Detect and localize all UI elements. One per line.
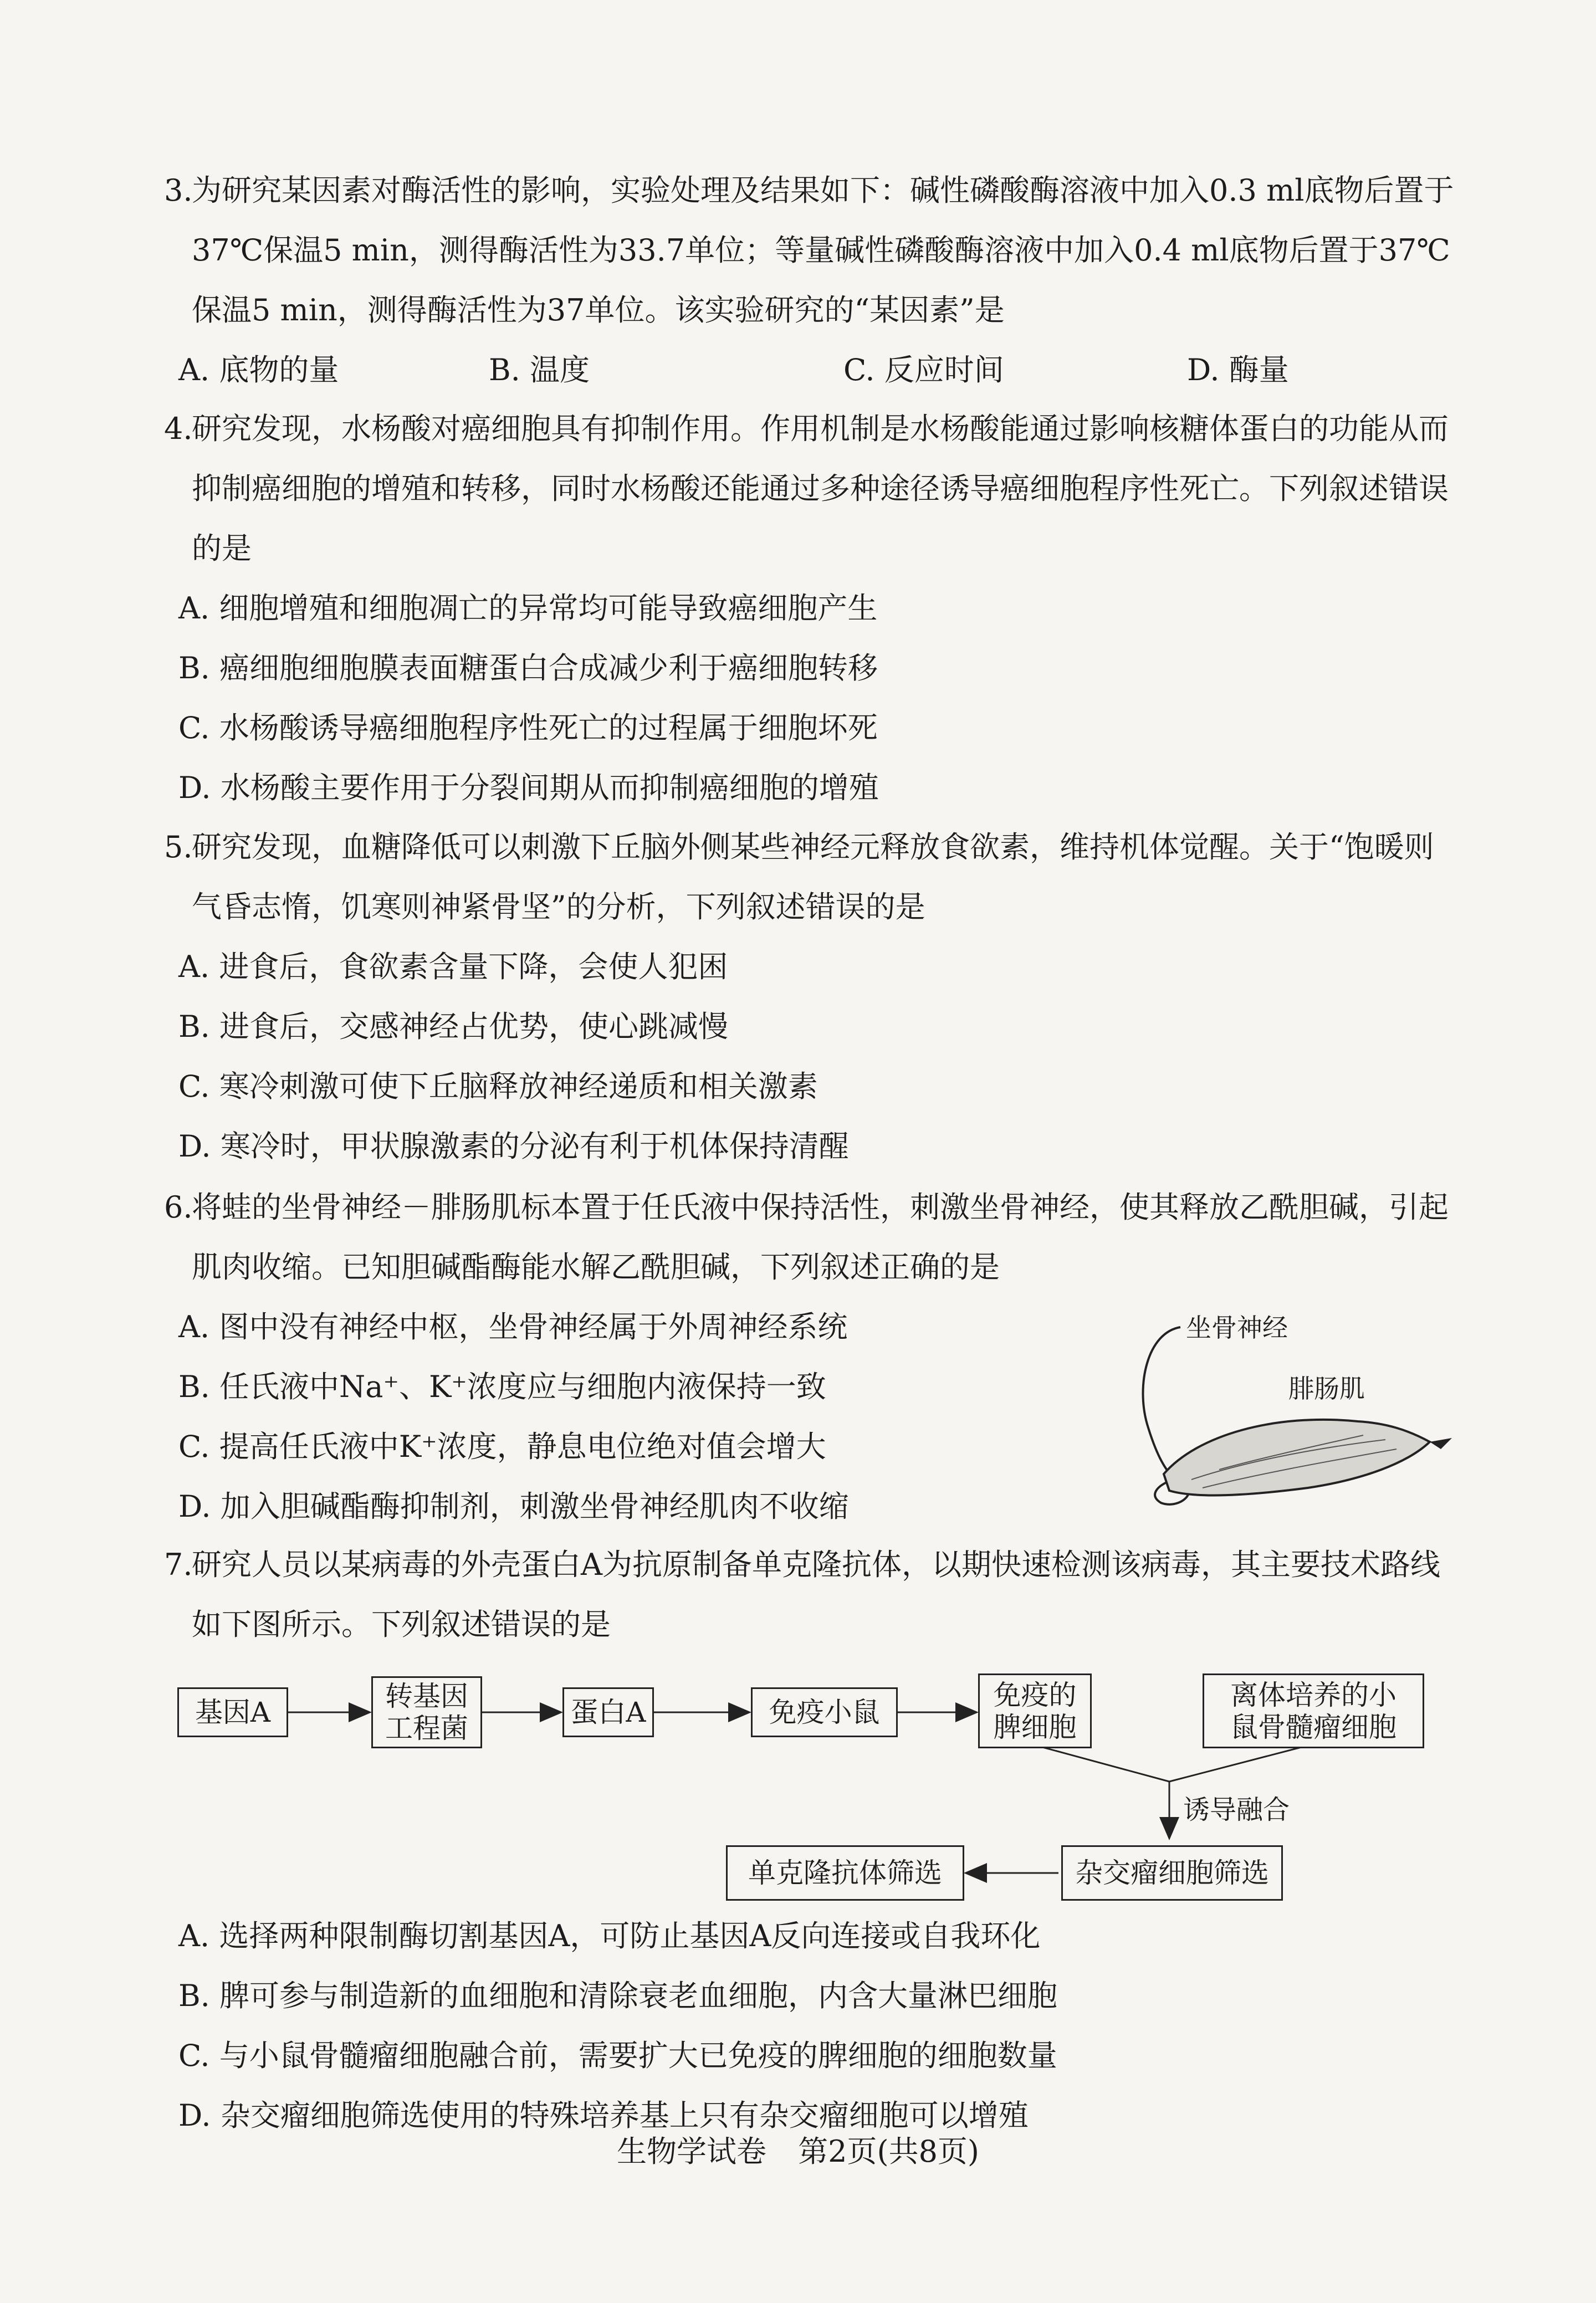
option-d: D. 水杨酸主要作用于分裂间期从而抑制癌细胞的增殖 [178,770,879,805]
question-4 [164,399,1461,818]
page-footer [0,2128,1596,2171]
option-d: D. 加入胆碱酯酶抑制剂，刺激坐骨神经肌肉不收缩 [178,1489,849,1524]
question-5-stem: 5.研究发现，血糖降低可以刺激下丘脑外侧某些神经元释放食欲素，维持机体觉醒。关于“饱暖则气昏志惰，饥寒则神紧骨坚”的分析，下列叙述错误的是 [164,830,1434,924]
option-c: C. 寒冷刺激可使下丘脑释放神经递质和相关激素 [178,1069,818,1104]
question-7-stem: 7.研究人员以某病毒的外壳蛋白A为抗原制备单克隆抗体，以期快速检测该病毒，其主要技术路线如下图所示。下列叙述错误的是 [164,1547,1440,1642]
question-6-stem: 6.将蛙的坐骨神经－腓肠肌标本置于任氏液中保持活性，刺激坐骨神经，使其释放乙酰胆碱，引起肌肉收缩。已知胆碱酯酶能水解乙酰胆碱，下列叙述正确的是 [164,1190,1449,1284]
option-a: A. 底物的量 [178,352,339,387]
option-a: A. 图中没有神经中枢，坐骨神经属于外周神经系统 [178,1309,848,1344]
option-c: C. 与小鼠骨髓瘤细胞融合前，需要扩大已免疫的脾细胞的细胞数量 [178,2038,1057,2073]
spleen-cell-box: 免疫的 脾细胞 [978,1673,1092,1748]
subject-name: 生物学试卷 [616,2134,766,2169]
option-d: D. 酶量 [1187,352,1289,387]
option-d: D. 杂交瘤细胞筛选使用的特殊培养基上只有杂交瘤细胞可以增殖 [178,2098,1029,2133]
option-a: A. 选择两种限制酶切割基因A，可防止基因A反向连接或自我环化 [178,1918,1041,1953]
option-d: D. 寒冷时，甲状腺激素的分泌有利于机体保持清醒 [178,1129,849,1164]
induce-fusion-label: 诱导融合 [1183,1794,1290,1825]
immunized-mouse-box: 免疫小鼠 [751,1687,898,1737]
option-a: A. 细胞增殖和细胞凋亡的异常均可能导致癌细胞产生 [178,591,878,626]
question-3 [164,161,1461,400]
nerve-muscle-figure [1097,1297,1496,1518]
engineered-bacteria-box: 转基因 工程菌 [371,1676,482,1748]
question-5 [164,817,1461,1176]
myeloma-cell-box: 离体培养的小 鼠骨髓瘤细胞 [1203,1673,1424,1748]
question-7 [164,1535,1461,1655]
gene-a-box: 基因A [177,1687,288,1737]
option-b: B. 进食后，交感神经占优势，使心跳减慢 [178,1009,729,1044]
option-c: C. 提高任氏液中K⁺浓度，静息电位绝对值会增大 [178,1429,826,1464]
sciatic-nerve-label: 坐骨神经 [1186,1313,1288,1343]
hybridoma-screening-box: 杂交瘤细胞筛选 [1061,1845,1283,1901]
page-number: 第2页(共8页) [798,2134,980,2169]
question-3-stem: 3.为研究某因素对酶活性的影响，实验处理及结果如下：碱性磷酸酶溶液中加入0.3 ml底物后置于37℃保温5 min，测得酶活性为33.7单位；等量碱性磷酸酶溶液中加入0.4 ml底物后置于37℃保温5 min，测得酶活性为37单位。该实验研究的“某因素”是 [164,173,1454,327]
option-c: C. 反应时间 [843,352,1004,387]
question-7-options [164,1906,1461,2146]
gastrocnemius-label: 腓肠肌 [1288,1374,1365,1404]
nerve-muscle-drawing [1097,1297,1496,1518]
option-c: C. 水杨酸诱导癌细胞程序性死亡的过程属于细胞坏死 [178,710,878,745]
question-3-options [164,340,1461,400]
protein-a-box: 蛋白A [562,1687,654,1737]
question-4-stem: 4.研究发现，水杨酸对癌细胞具有抑制作用。作用机制是水杨酸能通过影响核糖体蛋白的功能从而抑制癌细胞的增殖和转移，同时水杨酸还能通过多种途径诱导癌细胞程序性死亡。下列叙述错误的是 [164,411,1449,566]
technical-route-diagram [177,1660,1452,1903]
antibody-screening-box: 单克隆抗体筛选 [726,1845,964,1901]
option-a: A. 进食后，食欲素含量下降，会使人犯困 [178,949,728,984]
option-b: B. 任氏液中Na⁺、K⁺浓度应与细胞内液保持一致 [178,1369,826,1404]
option-b: B. 脾可参与制造新的血细胞和清除衰老血细胞，内含大量淋巴细胞 [178,1978,1058,2013]
option-b: B. 癌细胞细胞膜表面糖蛋白合成减少利于癌细胞转移 [178,651,878,685]
option-b: B. 温度 [489,352,590,387]
